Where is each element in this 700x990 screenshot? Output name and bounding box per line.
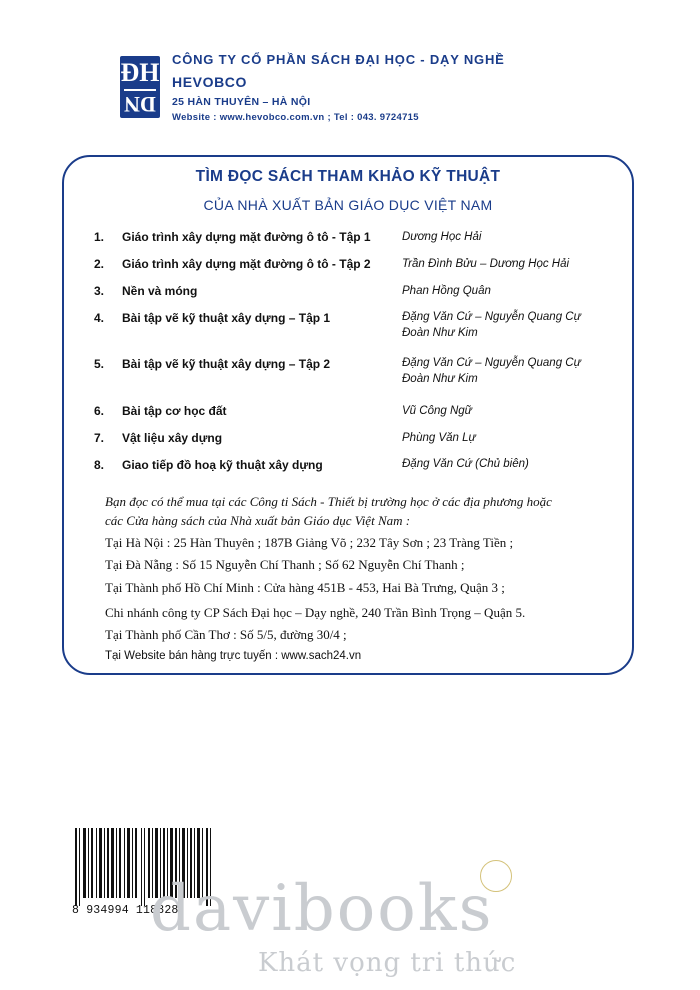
book-number: 1. [94, 230, 105, 244]
publisher-company: CÔNG TY CỔ PHẦN SÁCH ĐẠI HỌC - DẠY NGHỀ [172, 52, 505, 67]
book-author: Dương Học Hải [402, 231, 482, 243]
book-number: 8. [94, 458, 105, 472]
logo-divider [124, 89, 156, 91]
barcode-digits: 8 934994 118828 [72, 904, 179, 917]
publisher-address: 25 HÀN THUYÊN – HÀ NỘI [172, 96, 311, 108]
logo-text-top: ĐH [120, 58, 160, 87]
book-title: Giao tiếp đồ hoạ kỹ thuật xây dựng [122, 458, 323, 472]
book-title: Bài tập vẽ kỹ thuật xây dựng – Tập 1 [122, 311, 331, 325]
store-hcm: Tại Thành phố Hồ Chí Minh : Cửa hàng 451B - 453, Hai Bà Trưng, Quận 3 ; [105, 580, 505, 595]
store-hanoi: Tại Hà Nội : 25 Hàn Thuyên ; 187B Giảng Võ ; 232 Tây Sơn ; 23 Tràng Tiền ; [105, 535, 514, 550]
book-author-second-line: Đoàn Như Kim [402, 373, 478, 385]
box-title: TÌM ĐỌC SÁCH THAM KHẢO KỸ THUẬT [195, 168, 501, 185]
book-title: Giáo trình xây dựng mặt đường ô tô - Tập 1 [122, 230, 371, 244]
box-subtitle: CỦA NHÀ XUẤT BẢN GIÁO DỤC VIỆT NAM [203, 197, 493, 213]
store-website: Tại Website bán hàng trực tuyến : www.sach24.vn [105, 650, 362, 662]
notice-line-2: các Cửa hàng sách của Nhà xuất bản Giáo dục Việt Nam : [105, 513, 411, 528]
book-author: Đặng Văn Cứ (Chủ biên) [402, 458, 529, 470]
book-number: 6. [94, 404, 105, 418]
watermark-tagline: Khát vọng tri thức [258, 948, 517, 978]
book-title: Bài tập cơ học đất [122, 404, 227, 418]
book-author: Vũ Công Ngữ [402, 405, 472, 417]
store-cantho: Tại Thành phố Cần Thơ : Số 5/5, đường 30/4 ; [105, 627, 347, 642]
book-number: 5. [94, 357, 105, 371]
notice-line-1: Bạn đọc có thể mua tại các Công ti Sách - Thiết bị trường học ở các địa phương hoặc [105, 494, 552, 509]
book-author: Trần Đình Bửu – Dương Học Hải [402, 258, 570, 270]
logo-text-bottom: DN [124, 92, 156, 117]
publisher-logo [120, 56, 160, 118]
book-number: 2. [94, 257, 105, 271]
book-author: Phan Hồng Quân [402, 285, 491, 297]
book-number: 4. [94, 311, 105, 325]
book-author: Phùng Văn Lự [402, 432, 476, 444]
book-title: Vật liệu xây dựng [122, 431, 223, 445]
book-title: Giáo trình xây dựng mặt đường ô tô - Tập 2 [122, 257, 371, 271]
publisher-contact: Website : www.hevobco.com.vn ; Tel : 043. 9724715 [172, 112, 419, 123]
book-title: Nền và móng [122, 284, 198, 298]
book-number: 3. [94, 284, 105, 298]
publisher-brand: HEVOBCO [172, 74, 247, 90]
book-author: Đặng Văn Cứ – Nguyễn Quang Cự [402, 357, 581, 369]
book-author-second-line: Đoàn Như Kim [402, 327, 478, 339]
store-danang: Tại Đà Nẵng : Số 15 Nguyễn Chí Thanh ; Số 62 Nguyễn Chí Thanh ; [105, 557, 465, 572]
watermark-brand: davibooks [150, 872, 494, 946]
book-title: Bài tập vẽ kỹ thuật xây dựng – Tập 2 [122, 357, 331, 371]
book-author: Đặng Văn Cứ – Nguyễn Quang Cự [402, 311, 581, 323]
store-branch: Chi nhánh công ty CP Sách Đại học – Dạy nghề, 240 Trần Bình Trọng – Quận 5. [105, 605, 526, 620]
book-number: 7. [94, 431, 105, 445]
